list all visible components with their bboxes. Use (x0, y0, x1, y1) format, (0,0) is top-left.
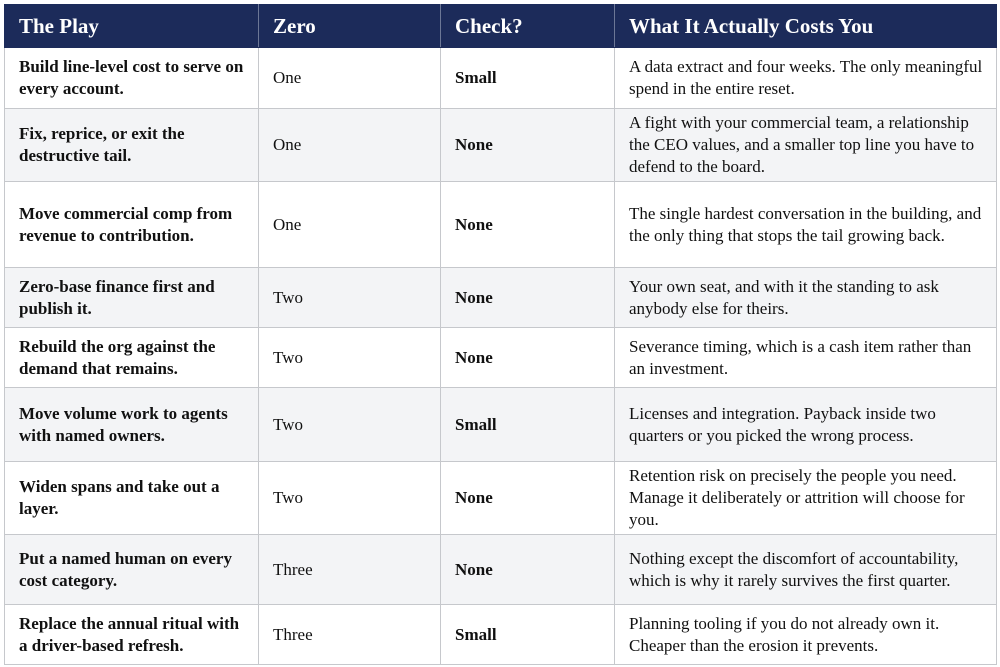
table-body (5, 48, 997, 665)
cell-zero: One (259, 182, 441, 268)
cell-play: Move volume work to agents with named owners. (5, 388, 259, 462)
cell-check: None (441, 328, 615, 388)
cell-zero: One (259, 48, 441, 109)
cell-play: Move commercial comp from revenue to contribution. (5, 182, 259, 268)
cell-play: Widen spans and take out a layer. (5, 462, 259, 535)
cell-check: Small (441, 48, 615, 109)
cell-check: Small (441, 388, 615, 462)
cell-check: None (441, 109, 615, 182)
cell-play: Replace the annual ritual with a driver-based refresh. (5, 605, 259, 665)
cell-play: Rebuild the org against the demand that remains. (5, 328, 259, 388)
table-row (5, 109, 997, 182)
plays-table (4, 4, 997, 665)
cell-check: None (441, 182, 615, 268)
table-row (5, 605, 997, 665)
table-row (5, 328, 997, 388)
cell-cost: Your own seat, and with it the standing to ask anybody else for theirs. (615, 268, 997, 328)
header-cost: What It Actually Costs You (615, 5, 997, 48)
cell-check: None (441, 535, 615, 605)
table-row (5, 462, 997, 535)
header-row (5, 5, 997, 48)
header-zero: Zero (259, 5, 441, 48)
cell-zero: Two (259, 328, 441, 388)
cell-zero: Two (259, 388, 441, 462)
cell-cost: Severance timing, which is a cash item rather than an investment. (615, 328, 997, 388)
table-row (5, 535, 997, 605)
cell-play: Put a named human on every cost category. (5, 535, 259, 605)
cell-cost: Licenses and integration. Payback inside two quarters or you picked the wrong process. (615, 388, 997, 462)
cell-play: Build line-level cost to serve on every account. (5, 48, 259, 109)
cell-zero: One (259, 109, 441, 182)
cell-cost: Planning tooling if you do not already own it. Cheaper than the erosion it prevents. (615, 605, 997, 665)
table-row (5, 268, 997, 328)
cell-cost: A fight with your commercial team, a relationship the CEO values, and a smaller top line you have to defend to the board. (615, 109, 997, 182)
header-check: Check? (441, 5, 615, 48)
cell-cost: Nothing except the discomfort of accountability, which is why it rarely survives the first quarter. (615, 535, 997, 605)
cell-cost: Retention risk on precisely the people you need. Manage it deliberately or attrition will choose for you. (615, 462, 997, 535)
cell-check: None (441, 462, 615, 535)
table-header (5, 5, 997, 48)
cell-zero: Three (259, 535, 441, 605)
cell-check: Small (441, 605, 615, 665)
table-row (5, 388, 997, 462)
cell-play: Zero-base finance first and publish it. (5, 268, 259, 328)
cell-play: Fix, reprice, or exit the destructive tail. (5, 109, 259, 182)
cell-cost: The single hardest conversation in the building, and the only thing that stops the tail growing back. (615, 182, 997, 268)
cell-zero: Two (259, 462, 441, 535)
table-row (5, 182, 997, 268)
cell-zero: Three (259, 605, 441, 665)
cell-cost: A data extract and four weeks. The only meaningful spend in the entire reset. (615, 48, 997, 109)
table-container (4, 4, 996, 663)
table-row (5, 48, 997, 109)
cell-zero: Two (259, 268, 441, 328)
header-the-play: The Play (5, 5, 259, 48)
cell-check: None (441, 268, 615, 328)
